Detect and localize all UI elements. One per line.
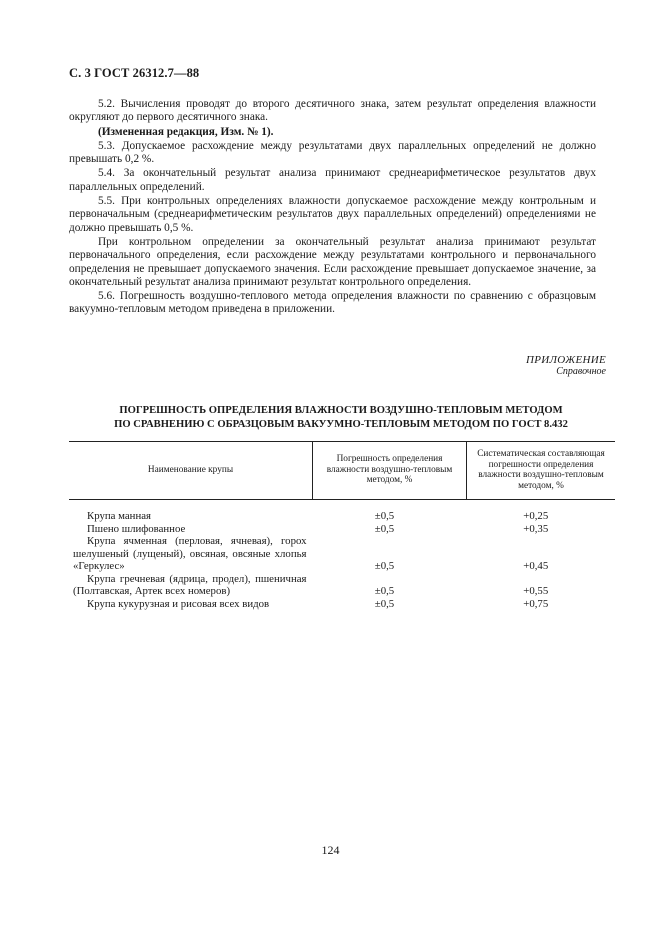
table-row <box>69 573 615 598</box>
row-error: ±0,5 <box>374 560 395 572</box>
row-systematic: +0,25 <box>523 510 549 522</box>
page-number: 124 <box>321 843 340 857</box>
document-header: С. 3 ГОСТ 26312.7—88 <box>69 66 200 80</box>
table-row <box>69 598 615 611</box>
row-name: Крупа манная <box>87 510 151 522</box>
table-title-line-1: ПОГРЕШНОСТЬ ОПРЕДЕЛЕНИЯ ВЛАЖНОСТИ ВОЗДУШНО-ТЕПЛОВЫМ МЕТОДОМ <box>119 405 563 416</box>
row-name: Крупа кукурузная и рисовая всех видов <box>87 597 270 610</box>
row-name: Пшено шлифованное <box>87 522 186 535</box>
paragraph-5-6: 5.6. Погрешность воздушно-теплового метода определения влажности по сравнению с образцовым вакуумно-тепловым методом приведена в приложении. <box>69 290 596 316</box>
data-table <box>69 441 615 610</box>
appendix-label: ПРИЛОЖЕНИЕ <box>526 354 606 366</box>
paragraph-5-4: 5.4. За окончательный результат анализа принимают среднеарифметическое результатов двух параллельных определений. <box>69 167 596 193</box>
row-error: ±0,5 <box>374 585 395 597</box>
header-grain-name: Наименование крупы <box>69 442 313 500</box>
appendix-label-block <box>526 354 606 378</box>
error-table <box>69 441 615 610</box>
appendix-sublabel: Справочное <box>556 366 606 377</box>
row-error: ±0,5 <box>374 510 395 522</box>
paragraph-control: При контрольном определении за окончательный результат анализа принимают результат первоначального определения, если расхождение между результатами контрольного и первоначального определения не превышает допускаемого значения. Если расхождение превышает допускаемое значение, за окончательный результат анализа принимают результат контрольного определения. <box>69 235 596 288</box>
row-name: Крупа гречневая (ядрица, продел), пшеничная (Полтавская, Артек всех номеров) <box>73 572 307 597</box>
body-text <box>69 98 596 318</box>
amendment-note: (Измененная редакция, Изм. № 1). <box>98 125 274 138</box>
paragraph-5-3: 5.3. Допускаемое расхождение между результатами двух параллельных определений не должно превышать 0,2 %. <box>69 139 596 166</box>
row-error: ±0,5 <box>374 597 395 610</box>
table-row <box>69 535 615 573</box>
row-systematic: +0,55 <box>523 585 549 597</box>
table-title <box>69 404 613 432</box>
table-header-row <box>69 442 615 500</box>
table-row <box>69 523 615 536</box>
row-systematic: +0,75 <box>523 597 549 610</box>
row-systematic: +0,35 <box>523 522 549 535</box>
row-error: ±0,5 <box>374 522 395 535</box>
row-name: Крупа ячменная (перловая, ячневая), горох шелушеный (лущеный), овсяная, овсяные хлопья «Геркулес» <box>73 535 307 572</box>
row-systematic: +0,45 <box>523 560 549 572</box>
table-title-line-2: ПО СРАВНЕНИЮ С ОБРАЗЦОВЫМ ВАКУУМНО-ТЕПЛОВЫМ МЕТОДОМ ПО ГОСТ 8.432 <box>114 419 568 430</box>
paragraph-5-2: 5.2. Вычисления проводят до второго десятичного знака, затем результат определения влажности округляют до первого десятичного знака. <box>69 98 596 124</box>
header-error: Погрешность определения влажности воздушно-тепловым методом, % <box>313 442 467 500</box>
paragraph-5-5: 5.5. При контрольных определениях влажности допускаемое расхождение между контрольным и первоначальным (среднеарифметическим результатов двух параллельных определений) определениями не должно превышать 0,5 %. <box>69 195 596 234</box>
table-row <box>69 510 615 523</box>
header-systematic: Систематическая составляющая погрешности определения влажности воздушно-тепловым методом, % <box>467 442 616 500</box>
